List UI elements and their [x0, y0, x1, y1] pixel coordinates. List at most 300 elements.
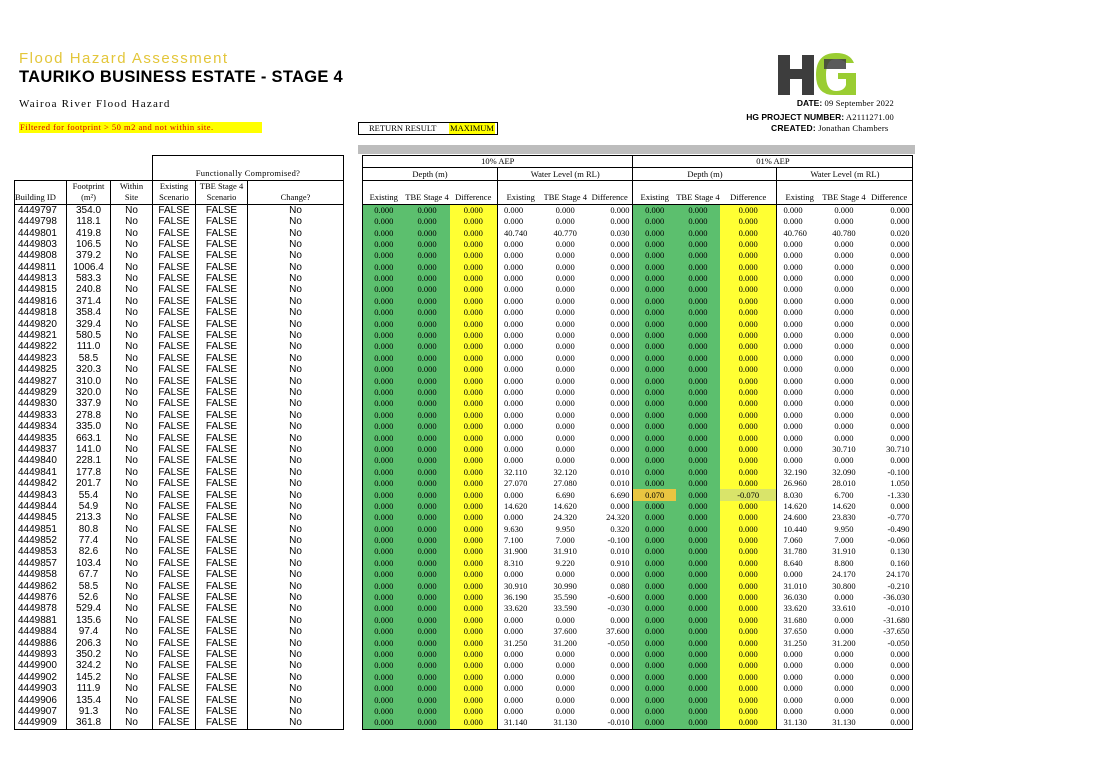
- cell-depth10-tbe: 0.000: [405, 558, 450, 569]
- cell-existing-scenario: FALSE: [153, 318, 196, 329]
- cell-depth10-existing: 0.000: [363, 318, 405, 329]
- cell-footprint: 80.8: [67, 524, 111, 535]
- cell-tbe-scenario: FALSE: [196, 353, 248, 364]
- cell-depth10-difference: 0.000: [450, 467, 498, 478]
- cell-existing-scenario: FALSE: [153, 284, 196, 295]
- cell-building-id: 4449844: [15, 501, 67, 512]
- spacer-cell: [344, 467, 363, 478]
- cell-depth01-difference: 0.000: [720, 660, 777, 671]
- cell-footprint: 201.7: [67, 478, 111, 489]
- cell-depth10-tbe: 0.000: [405, 706, 450, 717]
- cell-tbe-scenario: FALSE: [196, 580, 248, 591]
- spacer-cell: [344, 444, 363, 455]
- cell-depth01-difference: 0.000: [720, 467, 777, 478]
- cell-wl10-tbe: 0.000: [555, 295, 575, 306]
- spacer-cell: [344, 501, 363, 512]
- cell-depth01-difference: 0.000: [720, 410, 777, 421]
- cell-depth10-tbe: 0.000: [405, 672, 450, 683]
- cell-within-site: No: [111, 204, 153, 216]
- cell-change: No: [248, 330, 344, 341]
- cell-within-site: No: [111, 432, 153, 443]
- cell-wl01-tbe: 0.000: [834, 671, 854, 682]
- cell-wl10-difference: 0.000: [587, 364, 633, 375]
- cell-footprint: 58.5: [67, 580, 111, 591]
- cell-wl10-tbe: 0.000: [555, 705, 575, 716]
- cell-existing-scenario: FALSE: [153, 387, 196, 398]
- cell-existing-scenario: FALSE: [153, 524, 196, 535]
- cell-wl10-tbe: 24.320: [553, 512, 577, 523]
- cell-depth10-existing: 0.000: [363, 421, 405, 432]
- cell-wl10-difference: 0.000: [587, 341, 633, 352]
- cell-depth01-difference: 0.000: [720, 455, 777, 466]
- cell-wl01-difference: 0.000: [866, 307, 913, 318]
- table-row: [15, 626, 913, 637]
- cell-building-id: 4449909: [15, 717, 67, 729]
- cell-building-id: 4449834: [15, 421, 67, 432]
- cell-building-id: 4449907: [15, 706, 67, 717]
- cell-depth10-difference: 0.000: [450, 318, 498, 329]
- hg-logo-graphic: [776, 53, 858, 97]
- header-existing-scenario: Existing: [153, 180, 196, 192]
- cell-depth01-difference: 0.000: [720, 478, 777, 489]
- cell-depth01-tbe: 0.000: [676, 592, 720, 603]
- cell-wl10-existing: 0.000: [504, 443, 524, 454]
- cell-change: No: [248, 398, 344, 409]
- cell-depth01-tbe: 0.000: [676, 706, 720, 717]
- table-row: [15, 387, 913, 398]
- return-result-value[interactable]: MAXIMUM: [450, 123, 494, 133]
- spacer-cell: [344, 649, 363, 660]
- cell-wl01-difference: 0.000: [866, 410, 913, 421]
- cell-wl01-tbe: 0.000: [834, 318, 854, 329]
- cell-footprint: 419.8: [67, 227, 111, 238]
- cell-wl10-difference: 0.000: [587, 330, 633, 341]
- cell-wl01-existing: 0.000: [783, 261, 803, 272]
- cell-depth10-tbe: 0.000: [405, 421, 450, 432]
- cell-depth01-tbe: 0.000: [676, 296, 720, 307]
- cell-depth01-existing: 0.000: [633, 535, 676, 546]
- cell-tbe-scenario: FALSE: [196, 478, 248, 489]
- cell-within-site: No: [111, 603, 153, 614]
- cell-wl01-tbe: 0.000: [834, 341, 854, 352]
- cell-wl10-difference: 0.000: [587, 501, 633, 512]
- cell-wl10-existing: 14.620: [504, 500, 528, 511]
- cell-depth01-tbe: 0.000: [676, 649, 720, 660]
- header-depth-01: Depth (m): [633, 168, 777, 180]
- table-row: [15, 284, 913, 295]
- cell-wl10-tbe: 0.000: [555, 660, 575, 671]
- cell-depth01-tbe: 0.000: [676, 239, 720, 250]
- cell-wl01-existing: 8.030: [783, 489, 803, 500]
- spacer-cell: [344, 410, 363, 421]
- cell-footprint: 111.0: [67, 341, 111, 352]
- cell-depth01-difference: 0.000: [720, 318, 777, 329]
- cell-wl01-existing: 0.000: [783, 443, 803, 454]
- cell-change: No: [248, 204, 344, 216]
- cell-existing-scenario: FALSE: [153, 375, 196, 386]
- table-row: [15, 455, 913, 466]
- cell-existing-scenario: FALSE: [153, 262, 196, 273]
- cell-existing-scenario: FALSE: [153, 296, 196, 307]
- cell-footprint: 350.2: [67, 649, 111, 660]
- cell-wl10-tbe: 0.000: [555, 398, 575, 409]
- cell-within-site: No: [111, 216, 153, 227]
- table-row: [15, 353, 913, 364]
- spacer-cell: [344, 262, 363, 273]
- cell-depth01-existing: 0.000: [633, 227, 676, 238]
- cell-depth10-existing: 0.000: [363, 592, 405, 603]
- cell-building-id: 4449837: [15, 444, 67, 455]
- header-existing: Existing: [498, 192, 544, 204]
- table-row: [15, 204, 913, 216]
- cell-wl01-existing: 31.250: [783, 637, 807, 648]
- table-row: [15, 580, 913, 591]
- cell-change: No: [248, 364, 344, 375]
- cell-wl01-difference: 0.000: [866, 649, 913, 660]
- cell-tbe-scenario: FALSE: [196, 341, 248, 352]
- cell-depth10-difference: 0.000: [450, 569, 498, 580]
- cell-change: No: [248, 227, 344, 238]
- cell-wl10-difference: 0.000: [587, 250, 633, 261]
- cell-wl10-tbe: 31.130: [544, 717, 587, 729]
- cell-depth01-existing: 0.000: [633, 558, 676, 569]
- cell-within-site: No: [111, 364, 153, 375]
- cell-wl10-tbe: 31.200: [553, 637, 577, 648]
- cell-footprint: 118.1: [67, 216, 111, 227]
- header-existing: Existing: [633, 192, 676, 204]
- header-site: Site: [111, 192, 153, 204]
- cell-within-site: No: [111, 284, 153, 295]
- cell-depth01-existing: 0.000: [633, 410, 676, 421]
- document-title: TAURIKO BUSINESS ESTATE - STAGE 4: [19, 68, 344, 86]
- cell-footprint: 91.3: [67, 706, 111, 717]
- cell-depth01-difference: 0.000: [720, 501, 777, 512]
- cell-depth10-tbe: 0.000: [405, 489, 450, 500]
- cell-footprint: 228.1: [67, 455, 111, 466]
- cell-depth01-difference: 0.000: [720, 296, 777, 307]
- cell-tbe-scenario: FALSE: [196, 501, 248, 512]
- cell-footprint: 310.0: [67, 375, 111, 386]
- cell-tbe-scenario: FALSE: [196, 535, 248, 546]
- spacer-cell: [344, 524, 363, 535]
- cell-change: No: [248, 592, 344, 603]
- cell-wl10-difference: 0.000: [587, 660, 633, 671]
- cell-wl01-existing: 0.000: [783, 671, 803, 682]
- cell-depth01-difference: 0.000: [720, 364, 777, 375]
- header-tbe-stage4: TBE Stage 4: [405, 192, 449, 203]
- cell-wl01-tbe: 31.200: [832, 637, 856, 648]
- cell-wl10-difference: 0.000: [587, 284, 633, 295]
- table-row: [15, 296, 913, 307]
- cell-depth10-difference: 0.000: [450, 353, 498, 364]
- cell-within-site: No: [111, 250, 153, 261]
- spacer-cell: [344, 558, 363, 569]
- cell-change: No: [248, 444, 344, 455]
- cell-wl10-tbe: 14.620: [553, 500, 577, 511]
- spacer-cell: [344, 637, 363, 648]
- cell-depth10-existing: 0.000: [363, 615, 405, 626]
- cell-wl10-difference: 0.000: [587, 262, 633, 273]
- cell-footprint: 52.6: [67, 592, 111, 603]
- cell-depth10-tbe: 0.000: [405, 364, 450, 375]
- cell-change: No: [248, 296, 344, 307]
- cell-building-id: 4449851: [15, 524, 67, 535]
- cell-depth01-existing: 0.000: [633, 683, 676, 694]
- cell-change: No: [248, 239, 344, 250]
- cell-depth10-difference: 0.000: [450, 626, 498, 637]
- cell-depth10-tbe: 0.000: [405, 524, 450, 535]
- cell-wl01-existing: 0.000: [783, 432, 803, 443]
- cell-existing-scenario: FALSE: [153, 717, 196, 729]
- cell-wl10-tbe: 0.000: [555, 455, 575, 466]
- cell-wl10-tbe: 35.590: [553, 592, 577, 603]
- cell-within-site: No: [111, 478, 153, 489]
- cell-tbe-scenario: FALSE: [196, 672, 248, 683]
- cell-depth10-existing: 0.000: [363, 660, 405, 671]
- cell-depth10-difference: 0.000: [450, 330, 498, 341]
- cell-existing-scenario: FALSE: [153, 535, 196, 546]
- cell-building-id: 4449835: [15, 432, 67, 443]
- cell-wl10-difference: 0.030: [587, 227, 633, 238]
- header-change: Change?: [248, 192, 344, 204]
- cell-depth10-tbe: 0.000: [405, 341, 450, 352]
- cell-wl01-tbe: 6.700: [834, 489, 854, 500]
- cell-depth10-difference: 0.000: [450, 672, 498, 683]
- cell-depth10-difference: 0.000: [450, 512, 498, 523]
- cell-depth01-difference: 0.000: [720, 387, 777, 398]
- cell-depth01-tbe: 0.000: [676, 273, 720, 284]
- cell-change: No: [248, 569, 344, 580]
- cell-wl10-difference: 0.000: [587, 375, 633, 386]
- cell-existing-scenario: FALSE: [153, 580, 196, 591]
- cell-wl01-tbe: 14.620: [832, 500, 856, 511]
- cell-depth10-difference: 0.000: [450, 455, 498, 466]
- cell-change: No: [248, 626, 344, 637]
- cell-building-id: 4449902: [15, 672, 67, 683]
- cell-depth10-tbe: 0.000: [405, 649, 450, 660]
- cell-wl10-existing: 8.310: [504, 557, 524, 568]
- cell-depth10-tbe: 0.000: [405, 580, 450, 591]
- cell-depth10-tbe: 0.000: [405, 204, 450, 216]
- cell-building-id: 4449906: [15, 694, 67, 705]
- cell-wl10-existing: 31.140: [498, 717, 544, 729]
- cell-existing-scenario: FALSE: [153, 216, 196, 227]
- cell-depth01-existing: 0.070: [633, 489, 676, 500]
- cell-wl10-tbe: 0.000: [555, 204, 575, 215]
- cell-within-site: No: [111, 706, 153, 717]
- cell-building-id: 4449884: [15, 626, 67, 637]
- cell-wl01-existing: 0.000: [783, 375, 803, 386]
- cell-change: No: [248, 546, 344, 557]
- cell-depth01-difference: 0.000: [720, 307, 777, 318]
- cell-wl01-difference: -1.330: [866, 489, 913, 500]
- return-result-box: [358, 122, 498, 135]
- cell-wl10-difference: -0.030: [587, 603, 633, 614]
- cell-change: No: [248, 615, 344, 626]
- cell-wl10-tbe: 7.000: [555, 535, 575, 546]
- cell-existing-scenario: FALSE: [153, 615, 196, 626]
- cell-existing-scenario: FALSE: [153, 239, 196, 250]
- cell-change: No: [248, 717, 344, 729]
- cell-tbe-scenario: FALSE: [196, 706, 248, 717]
- cell-footprint: 320.0: [67, 387, 111, 398]
- cell-wl01-tbe: 33.610: [832, 603, 856, 614]
- cell-wl10-existing: 0.000: [504, 387, 524, 397]
- cell-wl10-existing: 32.110: [504, 466, 528, 477]
- cell-depth10-tbe: 0.000: [405, 432, 450, 443]
- cell-wl10-existing: 0.000: [504, 626, 524, 637]
- cell-wl10-existing: 0.000: [504, 489, 524, 500]
- cell-building-id: 4449845: [15, 512, 67, 523]
- cell-depth10-difference: 0.000: [450, 615, 498, 626]
- cell-depth01-existing: 0.000: [633, 524, 676, 535]
- cell-wl01-tbe: 0.000: [834, 375, 854, 386]
- cell-building-id: 4449886: [15, 637, 67, 648]
- cell-wl01-existing: 0.000: [783, 238, 803, 249]
- cell-within-site: No: [111, 546, 153, 557]
- cell-existing-scenario: FALSE: [153, 592, 196, 603]
- cell-depth01-existing: 0.000: [633, 672, 676, 683]
- cell-wl01-tbe: 0.000: [834, 250, 854, 261]
- cell-wl01-difference: 0.130: [866, 546, 913, 557]
- cell-building-id: 4449858: [15, 569, 67, 580]
- cell-wl10-difference: 0.010: [587, 467, 633, 478]
- cell-wl01-existing: 32.190: [783, 466, 807, 477]
- cell-wl10-tbe: 0.000: [555, 318, 575, 329]
- cell-building-id: 4449829: [15, 387, 67, 398]
- cell-wl01-existing: 10.440: [783, 523, 807, 534]
- cell-change: No: [248, 387, 344, 398]
- cell-depth10-tbe: 0.000: [405, 683, 450, 694]
- cell-within-site: No: [111, 398, 153, 409]
- cell-depth01-difference: 0.000: [720, 546, 777, 557]
- cell-depth01-difference: 0.000: [720, 204, 777, 216]
- cell-wl01-tbe: 31.910: [832, 546, 856, 557]
- cell-depth01-tbe: 0.000: [676, 694, 720, 705]
- cell-depth01-existing: 0.000: [633, 501, 676, 512]
- cell-wl10-tbe: 0.000: [555, 307, 575, 318]
- cell-wl01-tbe: 0.000: [834, 432, 854, 443]
- cell-footprint: 111.9: [67, 683, 111, 694]
- cell-wl10-tbe: 0.000: [555, 443, 575, 454]
- table-row: [15, 706, 913, 717]
- cell-wl10-tbe: 0.000: [555, 421, 575, 432]
- cell-depth10-existing: 0.000: [363, 387, 405, 398]
- cell-depth10-difference: 0.000: [450, 239, 498, 250]
- cell-tbe-scenario: FALSE: [196, 307, 248, 318]
- cell-building-id: 4449825: [15, 364, 67, 375]
- cell-wl01-tbe: 0.000: [834, 648, 854, 659]
- cell-existing-scenario: FALSE: [153, 637, 196, 648]
- cell-wl01-existing: 31.680: [783, 614, 807, 625]
- spacer-cell: [344, 546, 363, 557]
- cell-depth10-existing: 0.000: [363, 467, 405, 478]
- cell-depth01-difference: -0.070: [720, 489, 777, 500]
- cell-wl10-difference: 0.000: [587, 455, 633, 466]
- cell-wl01-tbe: 0.000: [834, 352, 854, 363]
- cell-wl01-tbe: 0.000: [834, 295, 854, 306]
- cell-depth01-tbe: 0.000: [676, 489, 720, 500]
- cell-within-site: No: [111, 455, 153, 466]
- cell-depth01-tbe: 0.000: [676, 307, 720, 318]
- cell-building-id: 4449801: [15, 227, 67, 238]
- cell-wl01-existing: 0.000: [783, 364, 803, 375]
- cell-tbe-scenario: FALSE: [196, 239, 248, 250]
- cell-depth10-tbe: 0.000: [405, 296, 450, 307]
- cell-depth10-tbe: 0.000: [405, 660, 450, 671]
- cell-tbe-scenario: FALSE: [196, 227, 248, 238]
- cell-wl01-difference: -0.050: [866, 637, 913, 648]
- cell-wl10-tbe: 0.000: [555, 238, 575, 249]
- cell-wl01-existing: 31.010: [783, 580, 807, 591]
- cell-wl10-existing: 0.000: [504, 216, 524, 227]
- cell-existing-scenario: FALSE: [153, 489, 196, 500]
- cell-wl10-difference: -0.050: [587, 637, 633, 648]
- cell-depth01-difference: 0.000: [720, 694, 777, 705]
- cell-within-site: No: [111, 444, 153, 455]
- cell-depth01-tbe: 0.000: [676, 364, 720, 375]
- cell-wl10-existing: 0.000: [504, 614, 524, 625]
- cell-wl10-tbe: 6.690: [555, 489, 575, 500]
- cell-depth10-tbe: 0.000: [405, 284, 450, 295]
- cell-within-site: No: [111, 694, 153, 705]
- cell-wl10-existing: 0.000: [504, 261, 524, 272]
- cell-change: No: [248, 706, 344, 717]
- cell-change: No: [248, 672, 344, 683]
- cell-depth10-tbe: 0.000: [405, 262, 450, 273]
- cell-wl10-existing: 0.000: [504, 421, 524, 432]
- cell-wl10-existing: 0.000: [504, 204, 524, 215]
- cell-wl10-tbe: 0.000: [555, 216, 575, 227]
- cell-wl10-existing: 0.000: [504, 250, 524, 261]
- cell-depth10-existing: 0.000: [363, 262, 405, 273]
- cell-tbe-scenario: FALSE: [196, 398, 248, 409]
- cell-wl10-existing: 7.100: [504, 535, 524, 546]
- cell-wl01-existing: 0.000: [783, 455, 803, 466]
- cell-wl10-difference: 0.000: [587, 683, 633, 694]
- cell-depth01-existing: 0.000: [633, 478, 676, 489]
- cell-change: No: [248, 318, 344, 329]
- table-row: [15, 546, 913, 557]
- cell-depth01-tbe: 0.000: [676, 580, 720, 591]
- cell-building-id: 4449903: [15, 683, 67, 694]
- cell-footprint: 379.2: [67, 250, 111, 261]
- table-body: [15, 204, 913, 729]
- cell-existing-scenario: FALSE: [153, 250, 196, 261]
- cell-depth10-tbe: 0.000: [405, 353, 450, 364]
- cell-tbe-scenario: FALSE: [196, 410, 248, 421]
- cell-footprint: 371.4: [67, 296, 111, 307]
- cell-existing-scenario: FALSE: [153, 398, 196, 409]
- spacer-cell: [344, 432, 363, 443]
- cell-depth01-existing: 0.000: [633, 660, 676, 671]
- cell-footprint: 135.4: [67, 694, 111, 705]
- cell-building-id: 4449862: [15, 580, 67, 591]
- cell-footprint: 135.6: [67, 615, 111, 626]
- cell-wl10-difference: 0.000: [587, 307, 633, 318]
- cell-wl10-tbe: 37.600: [553, 626, 577, 637]
- cell-change: No: [248, 353, 344, 364]
- cell-wl01-difference: -31.680: [866, 615, 913, 626]
- cell-wl01-existing: 0.000: [783, 387, 803, 397]
- created-label: CREATED:: [771, 123, 816, 133]
- cell-depth01-tbe: 0.000: [676, 467, 720, 478]
- cell-depth01-tbe: 0.000: [676, 626, 720, 637]
- cell-building-id: 4449830: [15, 398, 67, 409]
- table-row: [15, 364, 913, 375]
- header-aep-10: 10% AEP: [363, 156, 633, 168]
- cell-wl10-tbe: 0.000: [555, 330, 575, 341]
